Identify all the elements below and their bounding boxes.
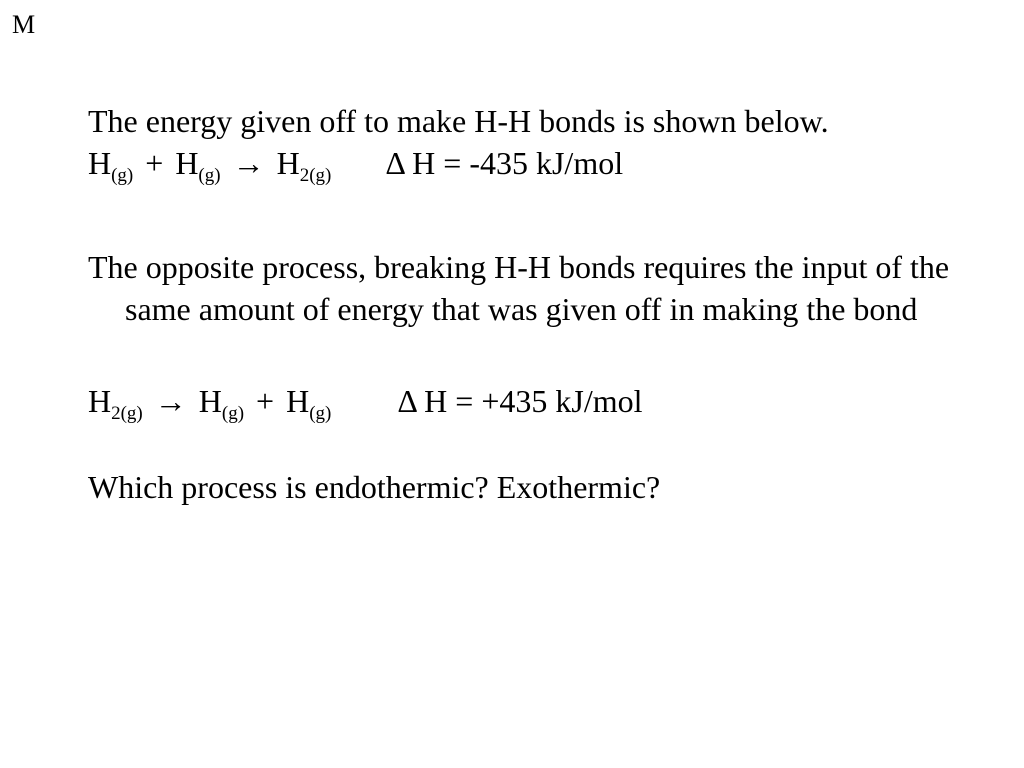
bond-breaking-equation <box>88 380 968 422</box>
enthalpy-change-formation: Δ H = -435 kJ/mol <box>385 145 624 181</box>
product-h-2: $H_{(g)}$ <box>286 383 332 424</box>
reaction-arrow: → <box>232 145 265 181</box>
intro-paragraph: The energy given off to make H-H bonds is shown below. <box>88 103 829 139</box>
product-h-1: $H_{(g)}$ <box>198 383 245 424</box>
plus-sign: + <box>256 383 275 419</box>
enthalpy-change-breaking: Δ H = +435 kJ/mol <box>397 383 643 419</box>
corner-mark: M <box>12 10 36 39</box>
slide-body <box>88 100 968 508</box>
plus-sign: + <box>145 145 164 181</box>
question-text: Which process is endothermic? Exothermic? <box>88 469 661 505</box>
opposite-process-paragraph: The opposite process, breaking H-H bonds requires the input of the same amount of energy that was given off in making the bond <box>88 249 950 327</box>
reactant-h-1: $H_{(g)}$ <box>88 145 134 186</box>
product-h2: $H_{2(g)}$ <box>276 145 332 186</box>
bond-formation-equation <box>88 142 968 184</box>
reactant-h-2: $H_{(g)}$ <box>175 145 221 186</box>
reactant-h2: $H_{2(g)}$ <box>88 383 143 424</box>
reaction-arrow: → <box>154 383 187 419</box>
